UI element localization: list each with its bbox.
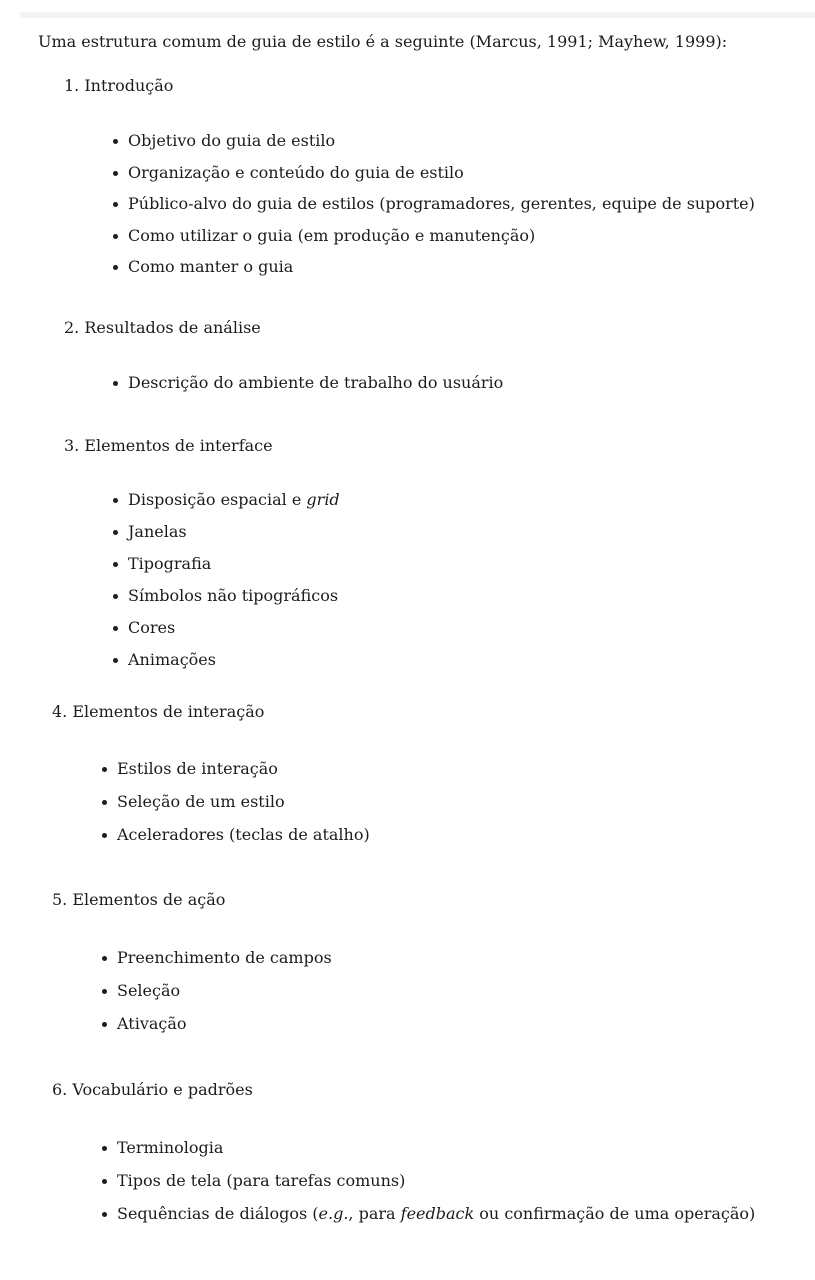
list-item: Cores bbox=[113, 616, 340, 648]
section-number: 4. bbox=[52, 702, 68, 721]
section-number: 6. bbox=[52, 1080, 68, 1099]
section-heading-5 bbox=[52, 888, 225, 912]
section-title: Elementos de interação bbox=[72, 702, 265, 721]
list-item-emphasis: feedback bbox=[400, 1204, 475, 1223]
list-item: Estilos de interação bbox=[102, 757, 370, 790]
list-item-text: Disposição espacial e bbox=[128, 490, 307, 509]
list-item: Ativação bbox=[102, 1012, 332, 1045]
list-item-emphasis: e.g. bbox=[318, 1204, 349, 1223]
section-number: 1. bbox=[64, 76, 80, 95]
list-item-emphasis: grid bbox=[306, 490, 340, 509]
list-item: Símbolos não tipográficos bbox=[113, 584, 340, 616]
section-5-list bbox=[102, 946, 332, 1045]
list-item-text: , para bbox=[348, 1204, 401, 1223]
list-item: Seleção de um estilo bbox=[102, 790, 370, 823]
list-item: Janelas bbox=[113, 520, 340, 552]
list-item: Aceleradores (teclas de atalho) bbox=[102, 823, 370, 856]
list-item-text: ou confirmação de uma operação) bbox=[474, 1204, 756, 1223]
list-item: Tipografia bbox=[113, 552, 340, 584]
section-number: 3. bbox=[64, 436, 80, 455]
section-2-list bbox=[113, 371, 503, 403]
list-item: Organização e conteúdo do guia de estilo bbox=[113, 161, 755, 193]
section-4-list bbox=[102, 757, 370, 856]
section-heading-6 bbox=[52, 1078, 253, 1102]
section-3-list bbox=[113, 488, 340, 680]
list-item: Descrição do ambiente de trabalho do usuário bbox=[113, 371, 503, 403]
section-title: Elementos de interface bbox=[84, 436, 273, 455]
list-item: Como manter o guia bbox=[113, 255, 755, 287]
section-title: Introdução bbox=[84, 76, 174, 95]
section-heading-2 bbox=[64, 316, 261, 340]
section-title: Vocabulário e padrões bbox=[72, 1080, 253, 1099]
list-item bbox=[102, 1202, 755, 1235]
list-item bbox=[113, 488, 340, 520]
list-item: Tipos de tela (para tarefas comuns) bbox=[102, 1169, 755, 1202]
list-item-text: Sequências de diálogos ( bbox=[117, 1204, 319, 1223]
section-heading-1 bbox=[64, 74, 173, 98]
list-item: Como utilizar o guia (em produção e manutenção) bbox=[113, 224, 755, 256]
section-title: Resultados de análise bbox=[84, 318, 261, 337]
section-number: 2. bbox=[64, 318, 80, 337]
section-title: Elementos de ação bbox=[72, 890, 226, 909]
list-item: Terminologia bbox=[102, 1136, 755, 1169]
list-item: Objetivo do guia de estilo bbox=[113, 129, 755, 161]
list-item: Animações bbox=[113, 648, 340, 680]
section-1-list bbox=[113, 129, 755, 287]
list-item: Seleção bbox=[102, 979, 332, 1012]
list-item: Público-alvo do guia de estilos (programadores, gerentes, equipe de suporte) bbox=[113, 192, 755, 224]
section-number: 5. bbox=[52, 890, 68, 909]
section-heading-3 bbox=[64, 434, 273, 458]
list-item: Preenchimento de campos bbox=[102, 946, 332, 979]
section-heading-4 bbox=[52, 700, 264, 724]
intro-paragraph: Uma estrutura comum de guia de estilo é a seguinte (Marcus, 1991; Mayhew, 1999): bbox=[38, 32, 728, 51]
section-6-list bbox=[102, 1136, 755, 1235]
